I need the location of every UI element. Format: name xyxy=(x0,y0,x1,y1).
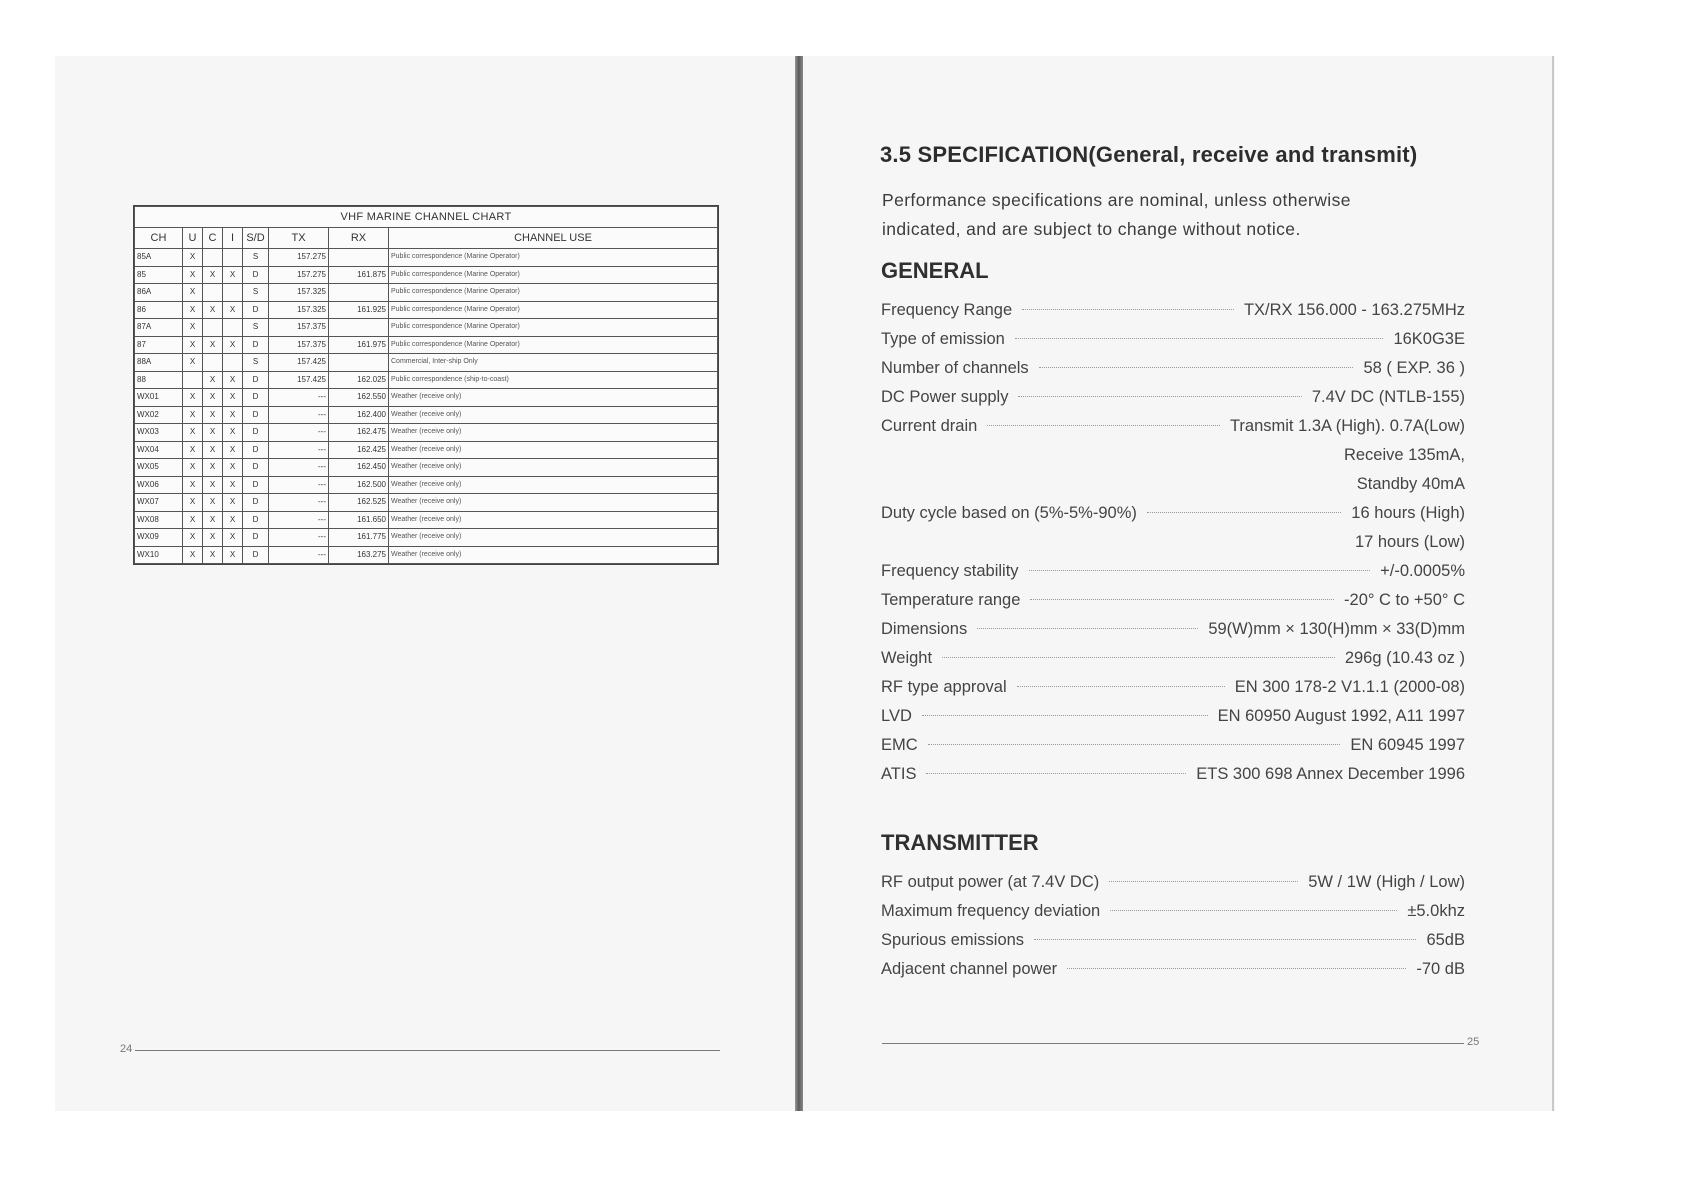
spec-label: Weight xyxy=(881,649,933,667)
spec-row xyxy=(881,873,1465,902)
intro-text xyxy=(882,186,1442,244)
column-header: U xyxy=(183,228,203,249)
spec-value: ±5.0khz xyxy=(1407,902,1465,920)
spec-label: Adjacent channel power xyxy=(881,960,1058,978)
leader-dots xyxy=(1017,686,1225,687)
table-cell: 85A xyxy=(135,249,183,267)
table-cell: D xyxy=(243,546,269,564)
table-cell: Weather (receive only) xyxy=(389,459,718,477)
leader-dots xyxy=(1109,881,1298,882)
table-cell: WX10 xyxy=(135,546,183,564)
table-cell: 162.025 xyxy=(329,371,389,389)
table-cell: --- xyxy=(269,476,329,494)
spec-value: Transmit 1.3A (High). 0.7A(Low) xyxy=(1229,417,1465,435)
table-cell: 161.650 xyxy=(329,511,389,529)
table-cell: X xyxy=(223,459,243,477)
channel-table xyxy=(134,206,718,564)
chart-body xyxy=(135,249,718,564)
spec-value: 7.4V DC (NTLB-155) xyxy=(1311,388,1465,406)
table-cell: X xyxy=(203,389,223,407)
table-row xyxy=(135,336,718,354)
table-cell: 162.450 xyxy=(329,459,389,477)
table-cell: D xyxy=(243,406,269,424)
table-cell: 157.425 xyxy=(269,354,329,372)
spec-value: 59(W)mm × 130(H)mm × 33(D)mm xyxy=(1208,620,1465,638)
transmitter-heading: TRANSMITTER xyxy=(881,830,1039,855)
table-cell: X xyxy=(203,371,223,389)
spec-value: 296g (10.43 oz ) xyxy=(1344,649,1465,667)
table-cell: D xyxy=(243,494,269,512)
table-cell: X xyxy=(183,546,203,564)
spec-value: Receive 135mA, xyxy=(1343,446,1465,464)
table-row xyxy=(135,459,718,477)
leader-dots xyxy=(1022,309,1234,310)
table-cell: 163.275 xyxy=(329,546,389,564)
spec-row xyxy=(881,417,1465,446)
table-cell: Weather (receive only) xyxy=(389,511,718,529)
table-cell: Public correspondence (Marine Operator) xyxy=(389,319,718,337)
table-cell: D xyxy=(243,371,269,389)
table-cell: 86 xyxy=(135,301,183,319)
table-cell: 157.275 xyxy=(269,249,329,267)
channel-chart xyxy=(133,205,719,565)
spec-value: EN 60950 August 1992, A11 1997 xyxy=(1217,707,1465,725)
spec-value: 17 hours (Low) xyxy=(1354,533,1465,551)
table-cell: 162.475 xyxy=(329,424,389,442)
table-cell: X xyxy=(223,301,243,319)
leader-dots xyxy=(922,715,1208,716)
spec-value: 16K0G3E xyxy=(1393,330,1465,348)
table-cell: --- xyxy=(269,529,329,547)
spec-label: EMC xyxy=(881,736,918,754)
spec-row xyxy=(881,475,1465,504)
spec-label: ATIS xyxy=(881,765,917,783)
table-cell: D xyxy=(243,301,269,319)
table-cell: --- xyxy=(269,546,329,564)
spec-row xyxy=(881,765,1465,794)
leader-dots xyxy=(926,773,1186,774)
leader-dots xyxy=(1015,338,1384,339)
leader-dots xyxy=(928,744,1341,745)
leader-dots xyxy=(1067,968,1406,969)
table-cell: X xyxy=(203,476,223,494)
table-cell: X xyxy=(203,336,223,354)
spec-value: EN 60945 1997 xyxy=(1350,736,1465,754)
spec-label: DC Power supply xyxy=(881,388,1009,406)
column-header: S/D xyxy=(243,228,269,249)
spec-row xyxy=(881,960,1465,989)
table-row xyxy=(135,266,718,284)
spec-value: 58 ( EXP. 36 ) xyxy=(1363,359,1465,377)
spec-row xyxy=(881,736,1465,765)
table-row xyxy=(135,319,718,337)
table-cell: X xyxy=(203,266,223,284)
table-cell: Public correspondence (Marine Operator) xyxy=(389,284,718,302)
spec-row xyxy=(881,931,1465,960)
leader-dots xyxy=(987,425,1220,426)
leader-dots xyxy=(942,657,1335,658)
leader-dots xyxy=(1039,367,1354,368)
spec-value: 5W / 1W (High / Low) xyxy=(1308,873,1465,891)
table-cell: X xyxy=(223,336,243,354)
table-cell: X xyxy=(183,406,203,424)
spec-row xyxy=(881,388,1465,417)
table-cell: X xyxy=(203,424,223,442)
table-cell: X xyxy=(223,529,243,547)
leader-dots xyxy=(1029,570,1371,571)
page-number: 25 xyxy=(1467,1036,1480,1048)
table-cell: 162.425 xyxy=(329,441,389,459)
leader-dots xyxy=(977,628,1198,629)
table-cell: X xyxy=(223,511,243,529)
spec-value: 16 hours (High) xyxy=(1351,504,1465,522)
spec-label: Maximum frequency deviation xyxy=(881,902,1101,920)
table-cell: Weather (receive only) xyxy=(389,406,718,424)
table-cell: X xyxy=(223,406,243,424)
spec-label: Dimensions xyxy=(881,620,968,638)
table-cell: X xyxy=(223,494,243,512)
table-cell: 85 xyxy=(135,266,183,284)
table-cell: X xyxy=(183,354,203,372)
column-header: I xyxy=(223,228,243,249)
spec-row xyxy=(881,504,1465,533)
table-cell xyxy=(203,284,223,302)
table-cell: S xyxy=(243,284,269,302)
table-cell: Weather (receive only) xyxy=(389,424,718,442)
spec-row xyxy=(881,359,1465,388)
intro-line: Performance specifications are nominal, unless otherwise xyxy=(882,190,1351,210)
table-cell: Weather (receive only) xyxy=(389,476,718,494)
table-cell: Weather (receive only) xyxy=(389,529,718,547)
table-cell: D xyxy=(243,424,269,442)
table-row xyxy=(135,354,718,372)
table-cell: 157.325 xyxy=(269,301,329,319)
table-row xyxy=(135,284,718,302)
table-cell: X xyxy=(183,249,203,267)
table-cell: X xyxy=(183,511,203,529)
table-cell: X xyxy=(203,406,223,424)
table-cell xyxy=(223,249,243,267)
table-cell: X xyxy=(223,371,243,389)
table-cell: S xyxy=(243,354,269,372)
table-cell: X xyxy=(223,546,243,564)
leader-dots xyxy=(1030,599,1334,600)
table-cell: X xyxy=(223,476,243,494)
table-cell: Public correspondence (Marine Operator) xyxy=(389,301,718,319)
spec-row xyxy=(881,330,1465,359)
spec-row xyxy=(881,902,1465,931)
spec-label: Temperature range xyxy=(881,591,1021,609)
table-cell: 157.425 xyxy=(269,371,329,389)
table-cell: --- xyxy=(269,494,329,512)
table-cell xyxy=(223,354,243,372)
spec-title: 3.5 SPECIFICATION(General, receive and transmit) xyxy=(880,142,1418,167)
table-cell: X xyxy=(203,441,223,459)
table-cell: --- xyxy=(269,441,329,459)
table-cell: Public correspondence (Marine Operator) xyxy=(389,266,718,284)
spec-label: Duty cycle based on (5%-5%-90%) xyxy=(881,504,1137,522)
table-cell: WX06 xyxy=(135,476,183,494)
table-cell: 88A xyxy=(135,354,183,372)
spec-row xyxy=(881,649,1465,678)
spec-value: 65dB xyxy=(1426,931,1465,949)
table-cell: X xyxy=(223,424,243,442)
table-cell: X xyxy=(183,494,203,512)
spec-label: Frequency stability xyxy=(881,562,1019,580)
table-cell: 162.550 xyxy=(329,389,389,407)
table-row xyxy=(135,529,718,547)
table-cell: X xyxy=(183,459,203,477)
leader-dots xyxy=(1034,939,1416,940)
table-cell: WX07 xyxy=(135,494,183,512)
spec-value: EN 300 178-2 V1.1.1 (2000-08) xyxy=(1234,678,1465,696)
table-cell: Public correspondence (Marine Operator) xyxy=(389,336,718,354)
table-row xyxy=(135,389,718,407)
column-header: C xyxy=(203,228,223,249)
table-cell: WX09 xyxy=(135,529,183,547)
table-cell: X xyxy=(203,494,223,512)
table-row xyxy=(135,424,718,442)
table-cell: --- xyxy=(269,389,329,407)
chart-header-row xyxy=(135,228,718,249)
table-cell: X xyxy=(183,424,203,442)
column-header: RX xyxy=(329,228,389,249)
table-cell: 161.775 xyxy=(329,529,389,547)
table-cell: 86A xyxy=(135,284,183,302)
spec-label: Current drain xyxy=(881,417,978,435)
table-row xyxy=(135,441,718,459)
table-row xyxy=(135,249,718,267)
table-cell: --- xyxy=(269,459,329,477)
table-cell: Weather (receive only) xyxy=(389,441,718,459)
table-cell: X xyxy=(203,511,223,529)
spec-value: Standby 40mA xyxy=(1356,475,1465,493)
chart-title: VHF MARINE CHANNEL CHART xyxy=(135,207,718,228)
table-cell: Weather (receive only) xyxy=(389,494,718,512)
table-cell: X xyxy=(223,266,243,284)
column-header: TX xyxy=(269,228,329,249)
page-edge xyxy=(1552,56,1554,1111)
table-cell: D xyxy=(243,266,269,284)
table-cell: --- xyxy=(269,424,329,442)
table-row xyxy=(135,406,718,424)
table-row xyxy=(135,301,718,319)
table-cell: D xyxy=(243,511,269,529)
table-cell: 162.400 xyxy=(329,406,389,424)
spec-row xyxy=(881,591,1465,620)
leader-dots xyxy=(1147,512,1341,513)
table-cell: WX02 xyxy=(135,406,183,424)
table-row xyxy=(135,494,718,512)
table-cell xyxy=(223,319,243,337)
table-cell: Weather (receive only) xyxy=(389,389,718,407)
table-cell xyxy=(183,371,203,389)
table-cell xyxy=(329,354,389,372)
table-cell: D xyxy=(243,336,269,354)
table-cell: D xyxy=(243,476,269,494)
table-cell: WX05 xyxy=(135,459,183,477)
column-header: CHANNEL USE xyxy=(389,228,718,249)
table-cell: --- xyxy=(269,406,329,424)
table-cell: WX04 xyxy=(135,441,183,459)
spec-label: Number of channels xyxy=(881,359,1029,377)
table-cell: S xyxy=(243,319,269,337)
table-cell: WX08 xyxy=(135,511,183,529)
table-cell xyxy=(203,354,223,372)
table-cell: X xyxy=(223,389,243,407)
leader-dots xyxy=(1110,910,1397,911)
spec-label: Frequency Range xyxy=(881,301,1013,319)
spec-row xyxy=(881,301,1465,330)
table-cell: 157.375 xyxy=(269,319,329,337)
table-cell: Commercial, Inter-ship Only xyxy=(389,354,718,372)
table-cell: Public correspondence (Marine Operator) xyxy=(389,249,718,267)
spec-row xyxy=(881,446,1465,475)
table-cell: 87 xyxy=(135,336,183,354)
spec-value: ETS 300 698 Annex December 1996 xyxy=(1196,765,1465,783)
binding-gutter xyxy=(795,56,803,1111)
table-cell xyxy=(329,284,389,302)
footer-rule xyxy=(882,1043,1464,1044)
spec-row xyxy=(881,678,1465,707)
spec-value: TX/RX 156.000 - 163.275MHz xyxy=(1243,301,1465,319)
leader-dots xyxy=(1018,396,1301,397)
spec-label: Spurious emissions xyxy=(881,931,1025,949)
table-cell: 161.975 xyxy=(329,336,389,354)
table-cell xyxy=(203,319,223,337)
table-cell: X xyxy=(203,546,223,564)
spec-row xyxy=(881,620,1465,649)
table-cell: X xyxy=(183,389,203,407)
page-number: 24 xyxy=(120,1043,133,1055)
table-cell: 157.325 xyxy=(269,284,329,302)
spec-label: RF output power (at 7.4V DC) xyxy=(881,873,1100,891)
table-cell: 88 xyxy=(135,371,183,389)
table-cell: X xyxy=(183,441,203,459)
table-cell: Public correspondence (ship-to-coast) xyxy=(389,371,718,389)
table-cell: 162.525 xyxy=(329,494,389,512)
table-cell: WX03 xyxy=(135,424,183,442)
table-row xyxy=(135,476,718,494)
table-cell xyxy=(329,319,389,337)
table-cell: X xyxy=(183,284,203,302)
spec-value: +/-0.0005% xyxy=(1380,562,1465,580)
table-row xyxy=(135,371,718,389)
table-cell: X xyxy=(203,459,223,477)
table-cell: X xyxy=(183,319,203,337)
spec-row xyxy=(881,707,1465,736)
table-cell: X xyxy=(183,529,203,547)
general-spec-list xyxy=(881,301,1465,794)
spec-value: -20° C to +50° C xyxy=(1344,591,1465,609)
table-cell: 162.500 xyxy=(329,476,389,494)
spec-label: LVD xyxy=(881,707,912,725)
table-cell: S xyxy=(243,249,269,267)
table-cell: D xyxy=(243,389,269,407)
table-cell: D xyxy=(243,459,269,477)
table-cell: X xyxy=(183,476,203,494)
table-row xyxy=(135,511,718,529)
table-row xyxy=(135,546,718,564)
intro-line: indicated, and are subject to change without notice. xyxy=(882,219,1301,239)
table-cell: 87A xyxy=(135,319,183,337)
spec-label: Type of emission xyxy=(881,330,1005,348)
table-cell: 157.275 xyxy=(269,266,329,284)
table-cell: WX01 xyxy=(135,389,183,407)
spec-row xyxy=(881,562,1465,591)
table-cell: X xyxy=(183,266,203,284)
table-cell: X xyxy=(203,529,223,547)
table-cell xyxy=(329,249,389,267)
table-cell: X xyxy=(203,301,223,319)
table-cell: 161.925 xyxy=(329,301,389,319)
footer-rule xyxy=(135,1050,720,1051)
spec-row xyxy=(881,533,1465,562)
table-cell: X xyxy=(183,301,203,319)
table-cell: --- xyxy=(269,511,329,529)
table-cell xyxy=(223,284,243,302)
table-cell xyxy=(203,249,223,267)
table-cell: D xyxy=(243,529,269,547)
spec-value: -70 dB xyxy=(1416,960,1465,978)
table-cell: X xyxy=(183,336,203,354)
table-cell: X xyxy=(223,441,243,459)
table-cell: 161.875 xyxy=(329,266,389,284)
transmitter-spec-list xyxy=(881,873,1465,989)
spec-label: RF type approval xyxy=(881,678,1007,696)
table-cell: Weather (receive only) xyxy=(389,546,718,564)
table-cell: 157.375 xyxy=(269,336,329,354)
column-header: CH xyxy=(135,228,183,249)
general-heading: GENERAL xyxy=(881,258,989,283)
table-cell: D xyxy=(243,441,269,459)
